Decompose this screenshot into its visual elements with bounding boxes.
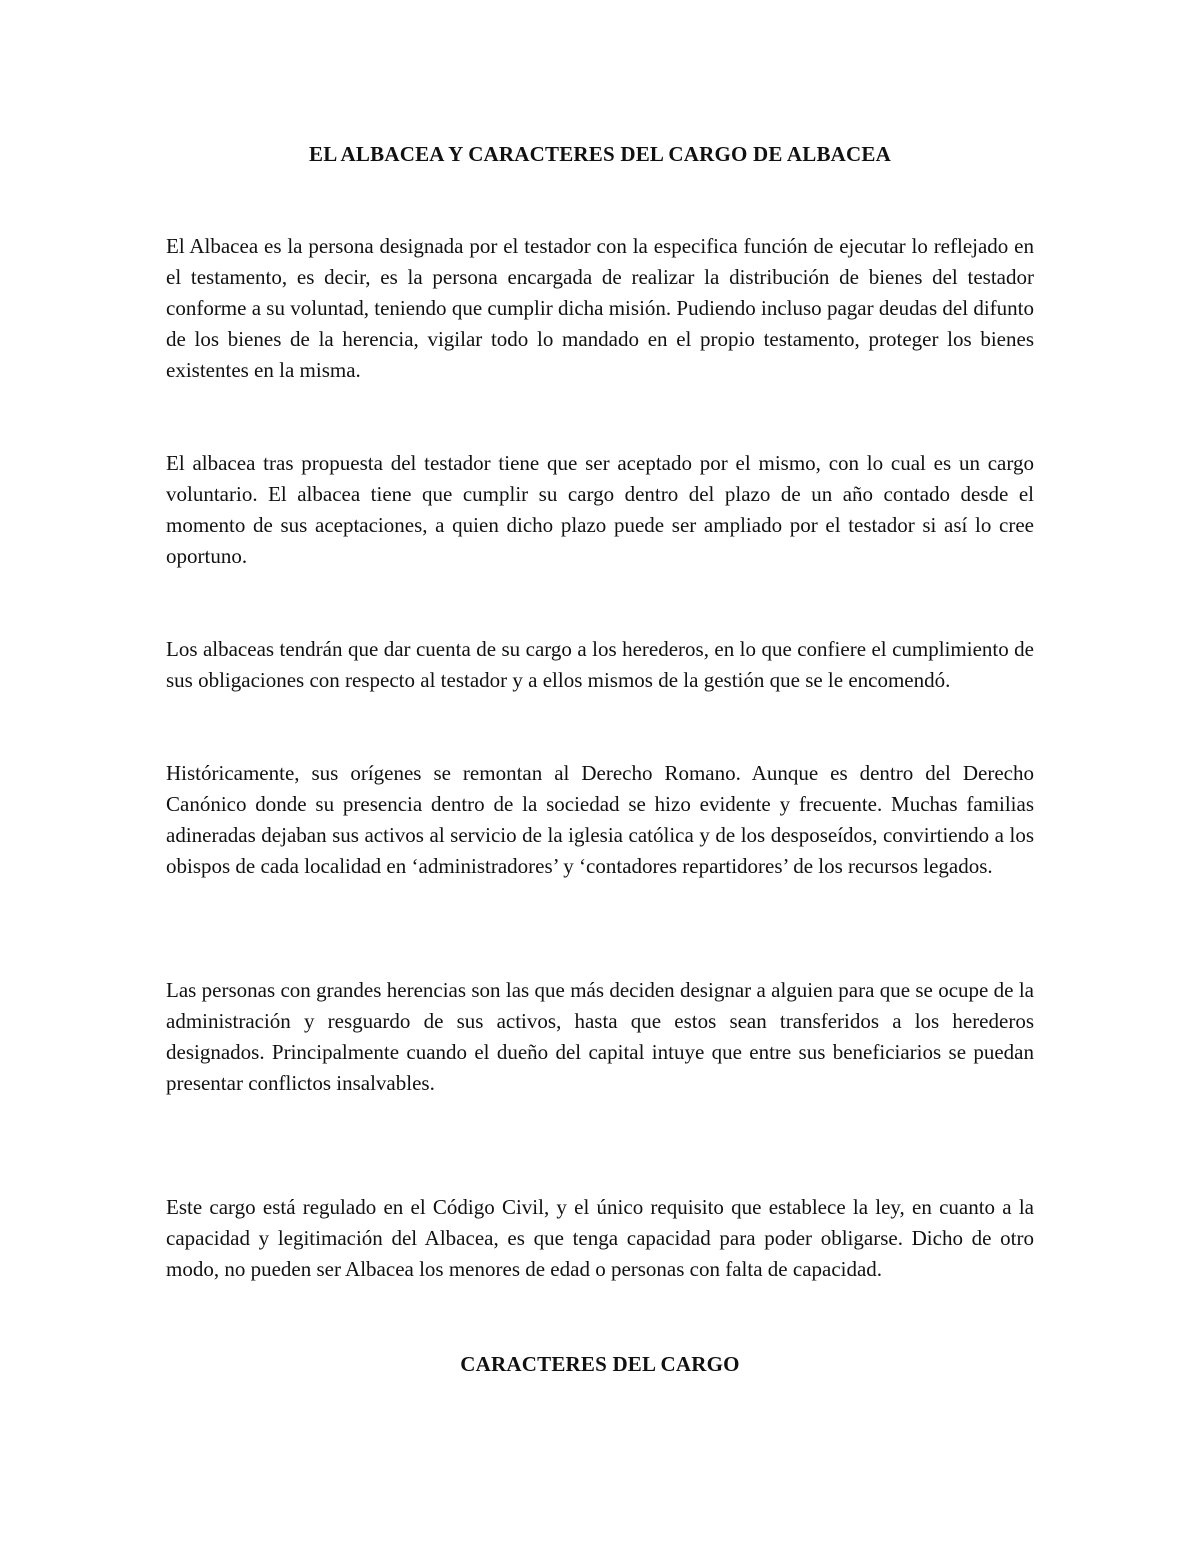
document-body	[166, 138, 1034, 1380]
paragraph-4: Históricamente, sus orígenes se remontan al Derecho Romano. Aunque es dentro del Derecho Canónico donde su presencia dentro de la sociedad se hizo evidente y frecuente. Muchas familias adineradas dejaban sus activos al servicio de la iglesia católica y de los desposeídos, convirtiendo a los obispos de cada localidad en ‘administradores’ y ‘contadores repartidores’ de los recursos legados.	[166, 761, 1034, 878]
paragraph-3: Los albaceas tendrán que dar cuenta de su cargo a los herederos, en lo que confiere el cumplimiento de sus obligaciones con respecto al testador y a ellos mismos de la gestión que se le encomendó.	[166, 637, 1034, 692]
paragraph-1: El Albacea es la persona designada por el testador con la especifica función de ejecutar lo reflejado en el testamento, es decir, es la persona encargada de realizar la distribución de bienes del testador conforme a su voluntad, teniendo que cumplir dicha misión. Pudiendo incluso pagar deudas del difunto de los bienes de la herencia, vigilar todo lo mandado en el propio testamento, proteger los bienes existentes en la misma.	[166, 234, 1034, 382]
document-title: EL ALBACEA Y CARACTERES DEL CARGO DE ALBACEA	[309, 142, 891, 166]
paragraph-6: Este cargo está regulado en el Código Civil, y el único requisito que establece la ley, en cuanto a la capacidad y legitimación del Albacea, es que tenga capacidad para poder obligarse. Dicho de otro modo, no pueden ser Albacea los menores de edad o personas con falta de capacidad.	[166, 1195, 1034, 1281]
section-heading: CARACTERES DEL CARGO	[460, 1352, 740, 1376]
paragraph-2: El albacea tras propuesta del testador tiene que ser aceptado por el mismo, con lo cual es un cargo voluntario. El albacea tiene que cumplir su cargo dentro del plazo de un año contado desde el momento de sus aceptaciones, a quien dicho plazo puede ser ampliado por el testador si así lo cree oportuno.	[166, 451, 1034, 568]
paragraph-5: Las personas con grandes herencias son las que más deciden designar a alguien para que se ocupe de la administración y resguardo de sus activos, hasta que estos sean transferidos a los herederos designados. Principalmente cuando el dueño del capital intuye que entre sus beneficiarios se puedan presentar conflictos insalvables.	[166, 978, 1034, 1095]
